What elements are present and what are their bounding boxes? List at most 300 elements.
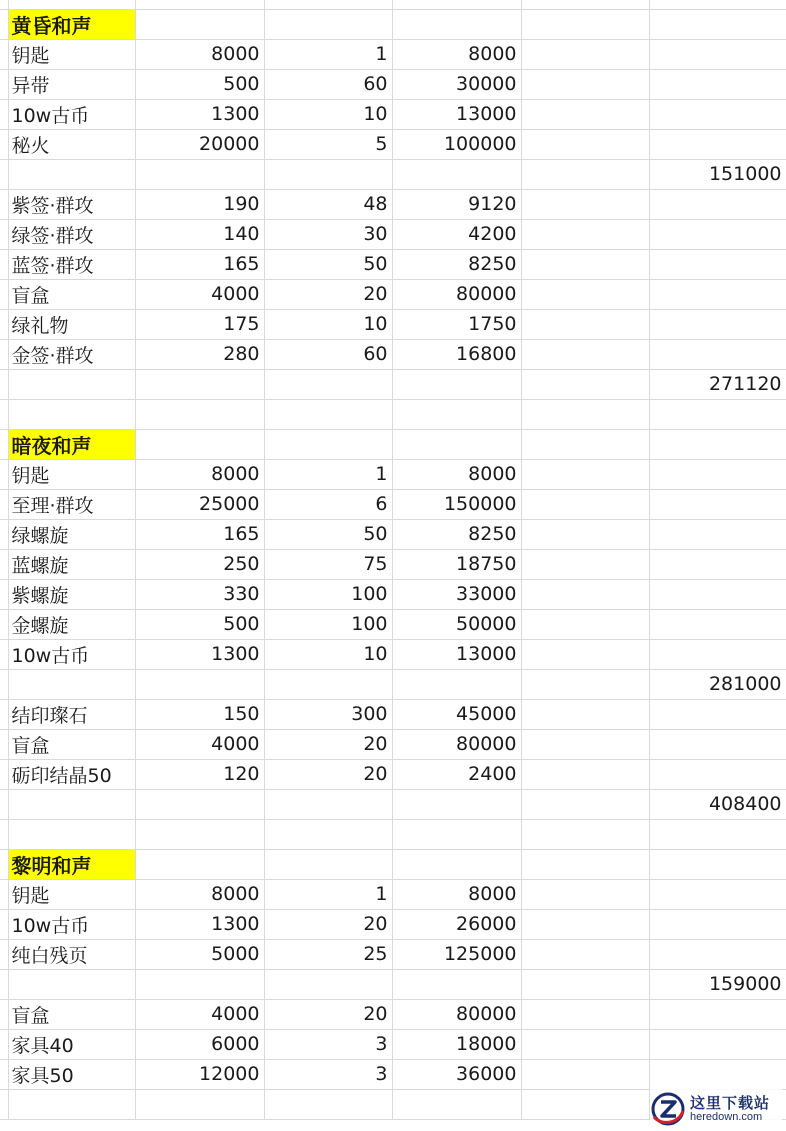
row-gutter	[0, 759, 8, 789]
table-row	[0, 9, 786, 39]
cell-price[interactable]: 250	[135, 549, 264, 579]
cell-subtotal[interactable]: 8000	[392, 39, 521, 69]
cell-subtotal[interactable]: 100000	[392, 129, 521, 159]
cell-extra[interactable]	[521, 1059, 649, 1089]
row-gutter	[0, 249, 8, 279]
cell-total[interactable]	[649, 699, 786, 729]
watermark-url: heredown.com	[690, 1111, 763, 1124]
table-row	[0, 189, 786, 219]
cell-qty[interactable]	[264, 159, 392, 189]
row-gutter	[0, 9, 8, 39]
table-row	[0, 369, 786, 399]
cell-price[interactable]: 175	[135, 309, 264, 339]
cell-total[interactable]	[649, 459, 786, 489]
cell-qty[interactable]: 20	[264, 759, 392, 789]
row-gutter	[0, 429, 8, 459]
cell-qty[interactable]	[264, 819, 392, 849]
cell-qty[interactable]: 48	[264, 189, 392, 219]
cell-subtotal[interactable]: 4200	[392, 219, 521, 249]
section-header[interactable]: 黄昏和声	[8, 9, 135, 39]
grid-cell[interactable]	[264, 0, 392, 9]
cell-extra[interactable]	[521, 669, 649, 699]
cell-subtotal[interactable]: 1750	[392, 309, 521, 339]
row-gutter	[0, 1029, 8, 1059]
cell-subtotal[interactable]: 8000	[392, 879, 521, 909]
cell-item[interactable]: 盲盒	[8, 999, 135, 1029]
cell-price[interactable]	[135, 159, 264, 189]
cell-item[interactable]: 家具40	[8, 1029, 135, 1059]
row-gutter	[0, 579, 8, 609]
cell-qty[interactable]: 10	[264, 309, 392, 339]
cell-item[interactable]: 盲盒	[8, 279, 135, 309]
cell-qty[interactable]: 25	[264, 939, 392, 969]
cell-subtotal[interactable]	[392, 819, 521, 849]
cell-total[interactable]	[649, 849, 786, 879]
cell-extra[interactable]	[521, 129, 649, 159]
cell-price[interactable]	[135, 849, 264, 879]
cell-item[interactable]	[8, 819, 135, 849]
cell-price[interactable]: 12000	[135, 1059, 264, 1089]
cell-item[interactable]: 蓝螺旋	[8, 549, 135, 579]
cell-qty[interactable]: 3	[264, 1029, 392, 1059]
cell-subtotal[interactable]: 16800	[392, 339, 521, 369]
cell-price[interactable]: 190	[135, 189, 264, 219]
cell-total[interactable]	[649, 9, 786, 39]
cell-total[interactable]	[649, 309, 786, 339]
row-gutter	[0, 819, 8, 849]
cell-subtotal[interactable]: 8250	[392, 249, 521, 279]
cell-total[interactable]	[649, 519, 786, 549]
cell-extra[interactable]	[521, 639, 649, 669]
table-row	[0, 399, 786, 429]
cell-item[interactable]: 10w古币	[8, 99, 135, 129]
cell-total[interactable]	[649, 819, 786, 849]
cell-total[interactable]: 408400	[649, 789, 786, 819]
cell-price[interactable]: 280	[135, 339, 264, 369]
table-row	[0, 669, 786, 699]
cell-price[interactable]: 165	[135, 249, 264, 279]
cell-qty[interactable]	[264, 849, 392, 879]
cell-total[interactable]	[649, 759, 786, 789]
row-gutter	[0, 159, 8, 189]
cell-subtotal[interactable]: 80000	[392, 999, 521, 1029]
cell-subtotal[interactable]: 8250	[392, 519, 521, 549]
cell-subtotal[interactable]: 8000	[392, 459, 521, 489]
cell-extra[interactable]	[521, 459, 649, 489]
table-row	[0, 999, 786, 1029]
cell-item[interactable]	[8, 1089, 135, 1119]
cell-item[interactable]: 10w古币	[8, 639, 135, 669]
cell-price[interactable]	[135, 369, 264, 399]
cell-extra[interactable]	[521, 579, 649, 609]
table-row	[0, 489, 786, 519]
cell-extra[interactable]	[521, 789, 649, 819]
cell-extra[interactable]	[521, 309, 649, 339]
cell-extra[interactable]	[521, 159, 649, 189]
cell-qty[interactable]: 20	[264, 279, 392, 309]
row-gutter	[0, 969, 8, 999]
cell-price[interactable]: 500	[135, 609, 264, 639]
cell-subtotal[interactable]: 30000	[392, 69, 521, 99]
cell-total[interactable]	[649, 339, 786, 369]
cell-qty[interactable]: 75	[264, 549, 392, 579]
cell-item[interactable]: 钥匙	[8, 459, 135, 489]
row-gutter	[0, 849, 8, 879]
row-gutter	[0, 669, 8, 699]
cell-qty[interactable]: 10	[264, 99, 392, 129]
cell-price[interactable]: 4000	[135, 999, 264, 1029]
cell-price[interactable]: 330	[135, 579, 264, 609]
cell-total[interactable]	[649, 279, 786, 309]
cell-total[interactable]	[649, 129, 786, 159]
cell-total[interactable]	[649, 39, 786, 69]
cell-qty[interactable]: 1	[264, 459, 392, 489]
cell-price[interactable]: 8000	[135, 879, 264, 909]
cell-extra[interactable]	[521, 939, 649, 969]
cell-total[interactable]	[649, 429, 786, 459]
cell-subtotal[interactable]	[392, 429, 521, 459]
table-row	[0, 849, 786, 879]
cell-price[interactable]: 1300	[135, 909, 264, 939]
cell-subtotal[interactable]	[392, 789, 521, 819]
cell-extra[interactable]	[521, 879, 649, 909]
cell-price[interactable]: 6000	[135, 1029, 264, 1059]
cell-subtotal[interactable]: 50000	[392, 609, 521, 639]
cell-qty[interactable]: 100	[264, 579, 392, 609]
grid-cell[interactable]	[135, 0, 264, 9]
watermark-text	[690, 1095, 770, 1124]
cell-qty[interactable]: 100	[264, 609, 392, 639]
cell-total[interactable]: 159000	[649, 969, 786, 999]
row-gutter	[0, 879, 8, 909]
cell-extra[interactable]	[521, 519, 649, 549]
cell-subtotal[interactable]: 9120	[392, 189, 521, 219]
cell-total[interactable]	[649, 219, 786, 249]
cell-qty[interactable]: 1	[264, 879, 392, 909]
cell-extra[interactable]	[521, 249, 649, 279]
cell-item[interactable]	[8, 669, 135, 699]
cell-total[interactable]	[649, 549, 786, 579]
cell-subtotal[interactable]: 13000	[392, 639, 521, 669]
table-row	[0, 579, 786, 609]
cell-subtotal[interactable]: 2400	[392, 759, 521, 789]
cell-item[interactable]: 家具50	[8, 1059, 135, 1089]
cell-subtotal[interactable]	[392, 9, 521, 39]
cell-subtotal[interactable]: 18750	[392, 549, 521, 579]
grid-cell[interactable]	[521, 0, 649, 9]
cell-qty[interactable]	[264, 429, 392, 459]
cell-price[interactable]	[135, 669, 264, 699]
cell-item[interactable]: 钥匙	[8, 879, 135, 909]
cell-qty[interactable]: 50	[264, 249, 392, 279]
table-row	[0, 759, 786, 789]
cell-total[interactable]	[649, 249, 786, 279]
cell-price[interactable]	[135, 969, 264, 999]
cell-subtotal[interactable]	[392, 399, 521, 429]
cell-extra[interactable]	[521, 279, 649, 309]
cell-item[interactable]	[8, 159, 135, 189]
cell-item[interactable]: 至理·群攻	[8, 489, 135, 519]
cell-subtotal[interactable]: 80000	[392, 729, 521, 759]
cell-total[interactable]	[649, 609, 786, 639]
cell-qty[interactable]: 1	[264, 39, 392, 69]
cell-total[interactable]: 281000	[649, 669, 786, 699]
table-row	[0, 99, 786, 129]
row-gutter	[0, 699, 8, 729]
cell-item[interactable]: 秘火	[8, 129, 135, 159]
row-gutter	[0, 309, 8, 339]
row-gutter	[0, 339, 8, 369]
cell-price[interactable]: 140	[135, 219, 264, 249]
cell-subtotal[interactable]	[392, 669, 521, 699]
cell-price[interactable]	[135, 1089, 264, 1119]
cell-extra[interactable]	[521, 999, 649, 1029]
cell-subtotal[interactable]: 150000	[392, 489, 521, 519]
cell-extra[interactable]	[521, 399, 649, 429]
row-gutter	[0, 939, 8, 969]
cell-price[interactable]: 8000	[135, 39, 264, 69]
cell-item[interactable]: 绿礼物	[8, 309, 135, 339]
cell-subtotal[interactable]: 125000	[392, 939, 521, 969]
table-row	[0, 939, 786, 969]
table-row	[0, 1029, 786, 1059]
row-gutter	[0, 789, 8, 819]
cell-total[interactable]	[649, 999, 786, 1029]
row-gutter	[0, 189, 8, 219]
cell-qty[interactable]: 20	[264, 729, 392, 759]
cell-qty[interactable]: 300	[264, 699, 392, 729]
table-row	[0, 39, 786, 69]
row-gutter	[0, 999, 8, 1029]
top-edge-row	[0, 0, 786, 9]
cell-price[interactable]: 120	[135, 759, 264, 789]
cell-extra[interactable]	[521, 849, 649, 879]
cell-extra[interactable]	[521, 1089, 649, 1119]
cell-subtotal[interactable]: 36000	[392, 1059, 521, 1089]
cell-item[interactable]: 金签·群攻	[8, 339, 135, 369]
cell-subtotal[interactable]: 45000	[392, 699, 521, 729]
cell-total[interactable]: 271120	[649, 369, 786, 399]
cell-subtotal[interactable]: 13000	[392, 99, 521, 129]
cell-qty[interactable]: 60	[264, 69, 392, 99]
cell-price[interactable]: 1300	[135, 639, 264, 669]
row-gutter	[0, 729, 8, 759]
table-row	[0, 519, 786, 549]
cell-total[interactable]	[649, 639, 786, 669]
table-row	[0, 339, 786, 369]
cell-extra[interactable]	[521, 369, 649, 399]
cell-qty[interactable]	[264, 9, 392, 39]
cell-extra[interactable]	[521, 729, 649, 759]
cell-qty[interactable]	[264, 1089, 392, 1119]
cell-item[interactable]: 10w古币	[8, 909, 135, 939]
cell-item[interactable]: 紫螺旋	[8, 579, 135, 609]
cell-price[interactable]: 150	[135, 699, 264, 729]
cell-item[interactable]	[8, 969, 135, 999]
cell-item[interactable]: 金螺旋	[8, 609, 135, 639]
cell-qty[interactable]: 6	[264, 489, 392, 519]
cell-total[interactable]	[649, 1029, 786, 1059]
cell-subtotal[interactable]	[392, 849, 521, 879]
cell-subtotal[interactable]	[392, 369, 521, 399]
z-logo-icon	[650, 1091, 686, 1127]
table-row	[0, 249, 786, 279]
grid-cell[interactable]	[0, 0, 8, 9]
cell-price[interactable]: 1300	[135, 99, 264, 129]
cell-total[interactable]	[649, 579, 786, 609]
cell-subtotal[interactable]: 18000	[392, 1029, 521, 1059]
cell-total[interactable]	[649, 399, 786, 429]
cell-extra[interactable]	[521, 99, 649, 129]
cell-price[interactable]: 5000	[135, 939, 264, 969]
cell-item[interactable]: 砺印结晶50	[8, 759, 135, 789]
section-header[interactable]: 暗夜和声	[8, 429, 135, 459]
table-row	[0, 429, 786, 459]
row-gutter	[0, 459, 8, 489]
cell-extra[interactable]	[521, 189, 649, 219]
section-header[interactable]: 黎明和声	[8, 849, 135, 879]
row-gutter	[0, 219, 8, 249]
grid-cell[interactable]	[392, 0, 521, 9]
cell-item[interactable]: 绿签·群攻	[8, 219, 135, 249]
cell-item[interactable]: 盲盒	[8, 729, 135, 759]
cell-qty[interactable]	[264, 369, 392, 399]
cell-subtotal[interactable]: 80000	[392, 279, 521, 309]
cell-qty[interactable]: 60	[264, 339, 392, 369]
cell-price[interactable]: 165	[135, 519, 264, 549]
cell-price[interactable]	[135, 429, 264, 459]
cell-item[interactable]	[8, 369, 135, 399]
cell-extra[interactable]	[521, 219, 649, 249]
cell-extra[interactable]	[521, 1029, 649, 1059]
cell-item[interactable]: 异带	[8, 69, 135, 99]
cell-price[interactable]: 20000	[135, 129, 264, 159]
cell-price[interactable]	[135, 819, 264, 849]
cell-total[interactable]: 151000	[649, 159, 786, 189]
cell-extra[interactable]	[521, 9, 649, 39]
cell-subtotal[interactable]	[392, 159, 521, 189]
row-gutter	[0, 549, 8, 579]
cell-item[interactable]: 紫签·群攻	[8, 189, 135, 219]
row-gutter	[0, 519, 8, 549]
cell-price[interactable]: 500	[135, 69, 264, 99]
row-gutter	[0, 99, 8, 129]
cell-extra[interactable]	[521, 339, 649, 369]
table-row	[0, 159, 786, 189]
cell-total[interactable]	[649, 1059, 786, 1089]
cell-qty[interactable]: 5	[264, 129, 392, 159]
table-row	[0, 1059, 786, 1089]
watermark-title: 这里下载站	[690, 1093, 771, 1112]
cell-item[interactable]: 纯白残页	[8, 939, 135, 969]
row-gutter	[0, 129, 8, 159]
table-row	[0, 789, 786, 819]
table-row	[0, 549, 786, 579]
cell-total[interactable]	[649, 69, 786, 99]
cell-extra[interactable]	[521, 699, 649, 729]
cell-price[interactable]: 8000	[135, 459, 264, 489]
table-row	[0, 699, 786, 729]
table-row	[0, 459, 786, 489]
cell-qty[interactable]: 30	[264, 219, 392, 249]
cell-item[interactable]: 绿螺旋	[8, 519, 135, 549]
cell-extra[interactable]	[521, 969, 649, 999]
cell-extra[interactable]	[521, 549, 649, 579]
cell-extra[interactable]	[521, 759, 649, 789]
cell-extra[interactable]	[521, 819, 649, 849]
cell-qty[interactable]	[264, 399, 392, 429]
cell-extra[interactable]	[521, 489, 649, 519]
row-gutter	[0, 639, 8, 669]
table-row	[0, 909, 786, 939]
cell-extra[interactable]	[521, 39, 649, 69]
table-row	[0, 219, 786, 249]
cell-subtotal[interactable]: 26000	[392, 909, 521, 939]
cell-total[interactable]	[649, 879, 786, 909]
row-gutter	[0, 489, 8, 519]
cell-price[interactable]	[135, 399, 264, 429]
grid-cell[interactable]	[649, 0, 786, 9]
table-row	[0, 639, 786, 669]
cell-price[interactable]: 25000	[135, 489, 264, 519]
cell-item[interactable]	[8, 399, 135, 429]
row-gutter	[0, 1059, 8, 1089]
cell-qty[interactable]: 3	[264, 1059, 392, 1089]
cell-total[interactable]	[649, 729, 786, 759]
cell-qty[interactable]: 20	[264, 909, 392, 939]
table-row	[0, 729, 786, 759]
cell-qty[interactable]: 20	[264, 999, 392, 1029]
cell-qty[interactable]: 50	[264, 519, 392, 549]
cell-total[interactable]	[649, 489, 786, 519]
grid-cell[interactable]	[8, 0, 135, 9]
cell-qty[interactable]	[264, 789, 392, 819]
row-gutter	[0, 909, 8, 939]
cell-extra[interactable]	[521, 909, 649, 939]
cell-item[interactable]: 结印璨石	[8, 699, 135, 729]
cell-price[interactable]: 4000	[135, 279, 264, 309]
cell-item[interactable]: 蓝签·群攻	[8, 249, 135, 279]
cell-item[interactable]: 钥匙	[8, 39, 135, 69]
table-row	[0, 819, 786, 849]
site-watermark	[650, 1089, 782, 1129]
cell-qty[interactable]	[264, 669, 392, 699]
cell-qty[interactable]	[264, 969, 392, 999]
cell-total[interactable]	[649, 939, 786, 969]
cell-extra[interactable]	[521, 429, 649, 459]
row-gutter	[0, 69, 8, 99]
row-gutter	[0, 399, 8, 429]
table-row	[0, 69, 786, 99]
cell-price[interactable]: 4000	[135, 729, 264, 759]
row-gutter	[0, 369, 8, 399]
cell-subtotal[interactable]	[392, 969, 521, 999]
cell-extra[interactable]	[521, 609, 649, 639]
cell-price[interactable]	[135, 9, 264, 39]
table-row	[0, 879, 786, 909]
cell-total[interactable]	[649, 909, 786, 939]
row-gutter	[0, 39, 8, 69]
cell-total[interactable]	[649, 99, 786, 129]
table-row	[0, 309, 786, 339]
cell-price[interactable]	[135, 789, 264, 819]
cell-subtotal[interactable]: 33000	[392, 579, 521, 609]
cell-qty[interactable]: 10	[264, 639, 392, 669]
cell-total[interactable]	[649, 189, 786, 219]
cell-extra[interactable]	[521, 69, 649, 99]
cell-subtotal[interactable]	[392, 1089, 521, 1119]
cell-item[interactable]	[8, 789, 135, 819]
